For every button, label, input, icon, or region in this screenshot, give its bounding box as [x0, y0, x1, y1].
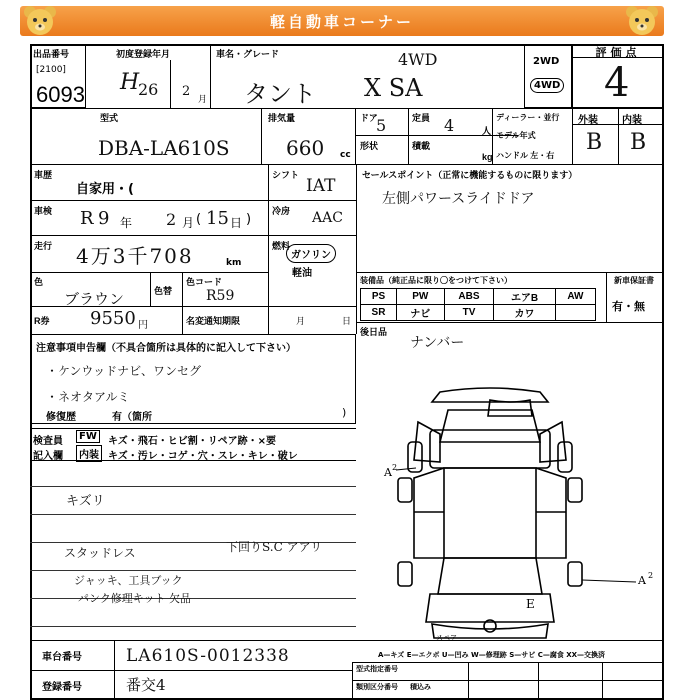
color-label: 色 [34, 277, 44, 287]
inspector-label2: 記入欄 [33, 451, 63, 462]
diagram-mark-left: A [384, 466, 392, 479]
corner-banner [20, 6, 664, 36]
first-reg-year: 26 [138, 80, 159, 99]
inspection-day-unit: 日 [230, 216, 243, 230]
remark-line3: 下回りS.C アアリ [226, 540, 323, 554]
left-rear-wheel [398, 562, 412, 586]
model-label: 車名・グレード [216, 49, 280, 59]
equip-airbag: エアB [494, 289, 555, 305]
bear-mascot-icon [624, 4, 660, 38]
drive-box [524, 44, 572, 108]
lot-number: 6093 [36, 82, 85, 107]
ext-label: 外装 [578, 115, 598, 126]
displacement-label: 排気量 [268, 113, 296, 123]
fuel-label: 燃料 [272, 241, 291, 251]
first-reg-label: 初度登録年月 [116, 49, 171, 59]
color-code-value: R59 [206, 288, 235, 304]
inspection-era: R [80, 208, 94, 229]
hood [440, 410, 540, 442]
doors-value: 5 [376, 116, 387, 135]
mileage-unit: km [226, 258, 242, 268]
first-reg-month-unit: 月 [198, 95, 208, 105]
aircon-value: AAC [312, 210, 343, 226]
color-swap-label: 色替 [154, 286, 173, 296]
banner-title: 軽自動車コーナー [269, 12, 414, 31]
color-code-label: 色コード [186, 277, 223, 287]
chassis-value: LA610S-0012338 [126, 646, 290, 666]
first-reg-era: H [120, 70, 140, 95]
remark-line5: パンク修理キット 欠品 [78, 592, 192, 605]
score-value: 4 [604, 60, 630, 106]
color-value: ブラウン [64, 290, 125, 308]
doors-label: ドア [360, 113, 378, 123]
repair-label: 修復歴 [46, 412, 76, 423]
sales-point-label: セールスポイント（正常に機能するものに限ります） [362, 170, 578, 180]
recycle-unit: 円 [138, 320, 148, 331]
history-label: 車歴 [34, 170, 53, 180]
name-change-month: 月 [296, 317, 306, 327]
inspector-naisou: 内装 [76, 445, 102, 462]
notes-line1: ・ケンウッドナビ、ワンセグ [46, 364, 202, 378]
equip-navi: ナビ [397, 305, 445, 321]
equipment-label: 装備品（純正品に限り〇をつけて下さい） [360, 276, 512, 285]
aftermarket-value: ナンバー [410, 335, 465, 351]
diagram-mark-right-num: 2 [648, 571, 654, 580]
bear-mascot-icon [22, 4, 58, 38]
handle-label: ハンドル 左・右 [496, 151, 555, 160]
mileage-label: 走行 [34, 241, 53, 251]
capacity-label: 定員 [412, 113, 431, 123]
capacity-value: 4 [444, 116, 455, 135]
history-value: 自家用・( [76, 182, 134, 197]
inspector-label1: 検査員 [33, 436, 63, 447]
equip-leather: カワ [494, 305, 555, 321]
damage-legend: A—キズ E—エクボ U—凹み W—修理跡 S—サビ C—腐食 XX—交換済 [378, 651, 606, 659]
new-car-warranty-label: 新車保証書 [614, 276, 654, 285]
inspection-label: 車検 [34, 206, 53, 216]
auction-sheet: 出品番号 [2100] 6093 初度登録年月 H 26 2 月 車名・グレード 4WD タント X SA 2WD 4WD 評価点 4 型式 DBA-LA610S 排気量 660 cc ドア 5 定員 4 人 形状 積載 kg ディーラー・並行 モデル年式 ハンドル 左・右 外装 内装 B B 車歴 自家用・( シフト IAT セールスポイント（正常に機能するものに限ります） 左側パワースライドドア 車検 R 9 年 2 月 ( 15 日 ) 冷房 AAC 走行 4万3千708 km 燃料 ガソリン 軽油 色 ブラウン 色替 色コード R59 R券 9550 円 名変通知期限 月 日 装備品（純正品に限り〇をつけて下さい） 新車保証書 PS PW ABS エアB AW SR ナビ TV カワ 有・無 後日品 ナンバー 注意事項申告欄（不具合箇所は具体的に記入して下さい） ・ケンウッドナビ、ワンセグ ・ネオタアルミ 修復歴 有（箇所 ) 検査員 記入欄 FW 内装 キズ・飛石・ヒビ割・リペア跡・×要 キズ・汚レ・コゲ・穴・スレ・キレ・破レ キズリ スタッドレス 下回りS.C アアリ ジャッキ、工具ブック パンク修理キット 欠品 A 2 A 2 E スペア A—キズ E—エクボ U—凹み W—修理跡 S—サビ C—腐食 XX—交換済 車台番号 LA610S-0012338 登録番号 番交4 型式指定番号 類別区分番号 積込み [30, 44, 664, 700]
rear-glass [438, 558, 542, 594]
recycle-value: 9550 [90, 308, 136, 329]
chassis-label: 車台番号 [42, 652, 82, 663]
score-label: 評価点 [572, 44, 664, 58]
equip-ps: PS [361, 289, 397, 305]
drive-2wd: 2WD [533, 56, 560, 67]
repair-value: 有（箇所 [112, 412, 152, 423]
inspection-month: 2 [166, 210, 177, 229]
aftermarket-label: 後日品 [360, 327, 388, 337]
mileage-value: 4万3千708 [76, 244, 194, 268]
name-change-label: 名変通知期限 [186, 316, 241, 326]
model-name: タント [244, 80, 316, 108]
sales-point-value: 左側パワースライドドア [382, 191, 535, 207]
equip-aw: AW [555, 289, 595, 305]
remark-line1: キズリ [66, 494, 105, 509]
drive-4wd: 4WD [530, 78, 564, 93]
model-year-label: モデル年式 [496, 131, 536, 140]
bottom-cell-c: 積込み [410, 683, 431, 691]
capacity-unit: 人 [482, 126, 492, 136]
displacement-value: 660 [286, 136, 325, 160]
model-grade: X SA [364, 74, 423, 102]
inspection-year-unit: 年 [120, 216, 133, 230]
model-drive: 4WD [398, 50, 438, 69]
equip-pw: PW [397, 289, 445, 305]
right-rear-wheel [568, 562, 582, 586]
notes-line2: ・ネオタアルミ [46, 390, 130, 404]
reg-no-value: 番交4 [126, 676, 166, 694]
diagram-mark-right: A [638, 574, 646, 587]
inspector-row1: キズ・飛石・ヒビ割・リペア跡・×要 [108, 436, 276, 447]
reg-no-label: 登録番号 [42, 682, 82, 693]
notes-label: 注意事項申告欄（不具合箇所は具体的に記入して下さい） [36, 343, 296, 354]
kg-label: kg [482, 152, 493, 162]
left-front-wheel [398, 478, 412, 502]
diagram-mark-left-num: 2 [392, 463, 398, 472]
inspection-day: 15 [206, 208, 229, 229]
equipment-table [360, 288, 596, 321]
equip-tv: TV [444, 305, 494, 321]
spare-label: スペア [436, 634, 457, 642]
bottom-cell-b: 類別区分番号 [356, 683, 398, 691]
equip-abs: ABS [444, 289, 494, 305]
inspector-row2: キズ・汚レ・コゲ・穴・スレ・キレ・破レ [108, 451, 298, 462]
right-side [536, 468, 566, 558]
remark-line4: ジャッキ、工具ブック [74, 574, 183, 587]
fuel-gasoline: ガソリン [286, 244, 336, 263]
shift-label: シフト [272, 170, 300, 180]
load-label: 積載 [412, 141, 431, 151]
lot-label: 出品番号 [33, 49, 70, 59]
car-diagram [370, 382, 664, 642]
new-car-warranty-value: 有・無 [612, 300, 645, 313]
recycle-label: R券 [34, 316, 50, 326]
shape-label: 形状 [360, 141, 379, 151]
dealer-label: ディーラー・並行 [496, 113, 560, 122]
ext-value: B [586, 130, 603, 155]
shift-value: IAT [306, 176, 336, 196]
fuel-light-oil: 軽油 [292, 268, 312, 279]
bottom-cell-a: 型式指定番号 [356, 665, 398, 673]
equip-sr: SR [361, 305, 397, 321]
remark-line2: スタッドレス [64, 546, 136, 560]
roof [444, 468, 536, 558]
lot-code: [2100] [36, 65, 66, 75]
inspection-year: 9 [98, 208, 110, 229]
first-reg-month: 2 [182, 84, 191, 99]
int-label: 内装 [622, 115, 642, 126]
aircon-label: 冷房 [272, 206, 291, 216]
displacement-unit: cc [340, 150, 351, 160]
windshield [430, 430, 550, 468]
left-side [414, 468, 444, 558]
diagram-mark-e: E [526, 597, 535, 611]
type-value: DBA-LA610S [98, 136, 230, 160]
int-value: B [630, 130, 647, 155]
trunk [426, 594, 554, 622]
right-front-wheel [568, 478, 582, 502]
inspection-month-unit: 月 [182, 216, 195, 230]
name-change-day: 日 [342, 317, 352, 327]
type-label: 型式 [100, 113, 119, 123]
inspector-fw: FW [76, 430, 100, 443]
